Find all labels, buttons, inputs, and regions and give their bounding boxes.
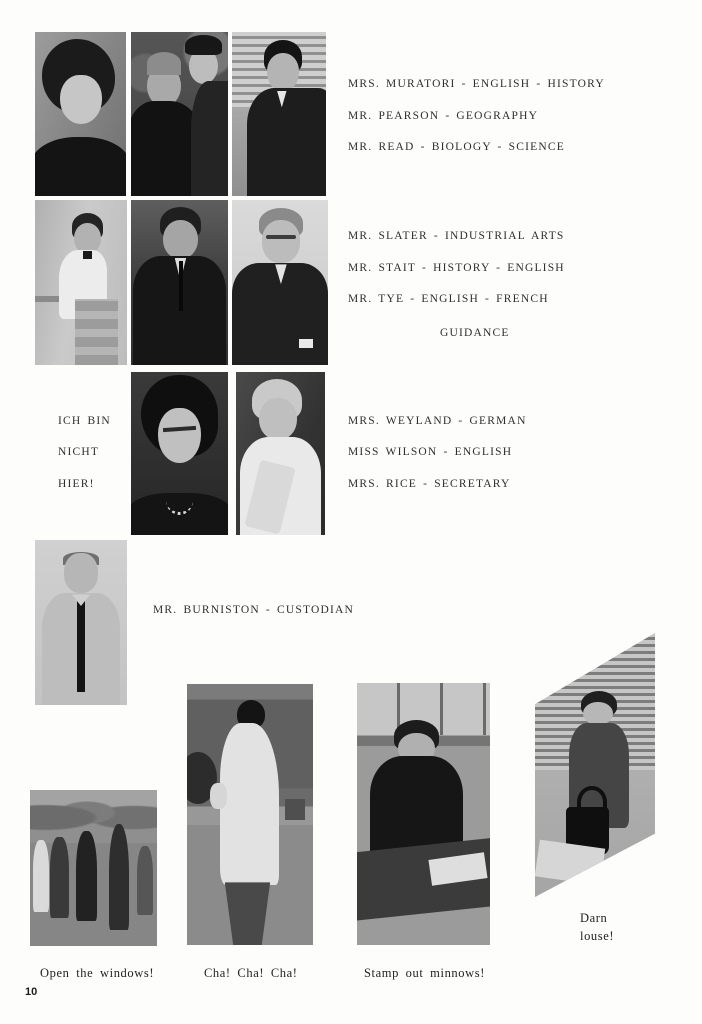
figure-shape <box>137 846 154 915</box>
photo-candid-field <box>30 790 157 946</box>
faculty-credit: MRS. RICE - SECRETARY <box>348 478 511 490</box>
photo-candid-coat <box>187 684 313 945</box>
face-shape <box>60 75 102 124</box>
coat-shape <box>220 723 279 885</box>
faculty-credit: MRS. MURATORI - ENGLISH - HISTORY <box>348 78 605 90</box>
building-shape <box>285 799 305 820</box>
legs-shape <box>225 882 270 945</box>
faculty-credit: MR. SLATER - INDUSTRIAL ARTS <box>348 230 565 242</box>
face-shape <box>259 398 296 440</box>
bowtie-shape <box>83 251 92 259</box>
page-number: 10 <box>25 986 38 998</box>
chair-shape <box>75 299 117 365</box>
candid-caption: Darn <box>580 911 608 925</box>
pocket-square-shape <box>299 339 312 349</box>
photo-candid-purse <box>535 633 655 897</box>
figure-shape <box>50 837 69 918</box>
photo-wilson <box>236 372 325 535</box>
side-note-line: NICHT <box>58 446 100 458</box>
photo-pearson <box>131 32 228 196</box>
photo-slater <box>35 200 127 365</box>
custodian-credit: MR. BURNISTON - CUSTODIAN <box>153 604 355 616</box>
candid-caption: louse! <box>580 929 615 943</box>
face-shape <box>158 408 201 463</box>
candid-caption: Stamp out minnows! <box>364 966 485 980</box>
figure-shape <box>109 824 129 930</box>
photo-muratori <box>35 32 126 196</box>
glasses-shape <box>266 235 297 239</box>
face-shape <box>267 53 299 91</box>
candid-caption: Cha! Cha! Cha! <box>204 966 298 980</box>
photo-stait <box>131 200 228 365</box>
faculty-credit: MISS WILSON - ENGLISH <box>348 446 513 458</box>
faculty-credit: MR. TYE - ENGLISH - FRENCH <box>348 293 549 305</box>
figure-shape <box>76 831 98 921</box>
figure-shape <box>33 840 50 912</box>
arm-shape <box>210 783 228 809</box>
papers-shape <box>535 840 606 886</box>
photo-candid-desk <box>357 683 490 945</box>
tie-shape <box>179 261 184 311</box>
tie-shape <box>77 599 84 691</box>
torso-shape <box>247 88 326 196</box>
face-shape <box>583 702 613 726</box>
face-shape <box>64 553 97 593</box>
hair-shape <box>185 35 222 55</box>
side-note-line: ICH BIN <box>58 415 111 427</box>
guidance-heading: GUIDANCE <box>440 327 510 339</box>
faculty-credit: MR. STAIT - HISTORY - ENGLISH <box>348 262 565 274</box>
faculty-credit: MR. PEARSON - GEOGRAPHY <box>348 110 539 122</box>
photo-burniston <box>35 540 127 705</box>
pearls-shape <box>166 486 193 515</box>
side-note-line: HIER! <box>58 478 95 490</box>
photo-read <box>232 32 326 196</box>
hair-shape <box>147 52 182 75</box>
faculty-credit: MR. READ - BIOLOGY - SCIENCE <box>348 141 565 153</box>
face-shape <box>163 220 198 260</box>
torso-shape <box>191 81 228 196</box>
candid-caption: Open the windows! <box>40 966 155 980</box>
photo-tye <box>232 200 328 365</box>
torso-shape <box>35 137 126 196</box>
face-shape <box>262 220 300 263</box>
faculty-credit: MRS. WEYLAND - GERMAN <box>348 415 527 427</box>
trees-shape <box>30 790 157 840</box>
photo-weyland <box>131 372 228 535</box>
